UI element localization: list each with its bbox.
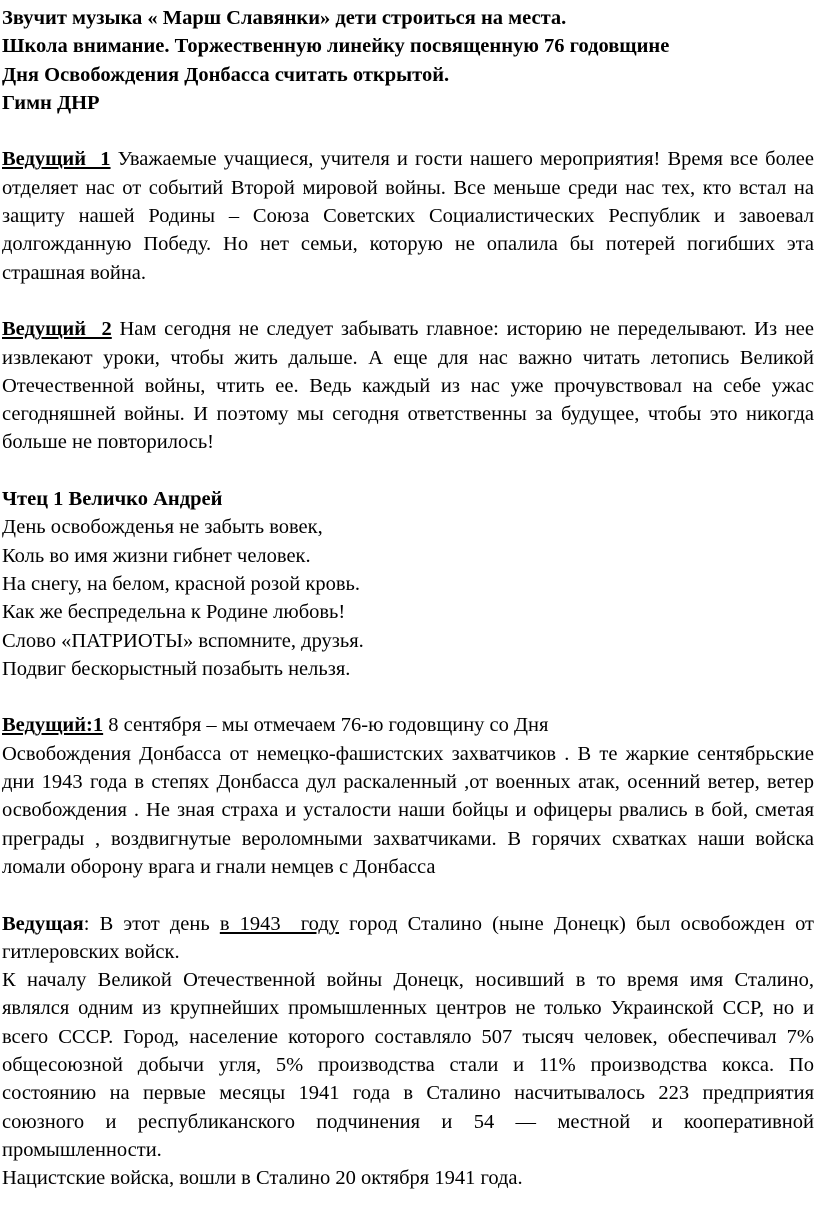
hostess-colon: : bbox=[83, 912, 90, 935]
host1b-line1: 8 сентября – мы отмечаем 76-ю годовщину со Дня bbox=[103, 714, 549, 737]
host1-label: Ведущий 1 bbox=[2, 148, 111, 171]
hostess-label: Ведущая bbox=[2, 912, 84, 935]
poem-line: Слово «ПАТРИОТЫ» вспомните, друзья. bbox=[2, 629, 364, 652]
spacer bbox=[2, 117, 814, 145]
hostess-pre: В этот день bbox=[89, 912, 220, 935]
poem-line: День освобожденья не забыть вовек, bbox=[2, 516, 323, 539]
header-line-3: Дня Освобождения Донбасса считать открытой. bbox=[2, 63, 450, 86]
host1-text: Уважаемые учащиеся, учителя и гости нашего мероприятия! Время все более отделяет нас от событий Второй мировой войны. Все меньше среди нас тех, кто встал на защиту нашей Родины – Союза Советских Социалистических Республик и завоевал долгожданную Победу. Но нет семьи, которую не опалила бы потерей погибших эта страшная война. bbox=[2, 148, 814, 284]
host2-label: Ведущий 2 bbox=[2, 318, 112, 341]
host1b-label: Ведущий:1 bbox=[2, 714, 104, 737]
host1b-text: Освобождения Донбасса от немецко-фашистских захватчиков . В те жаркие сентябрьские дни 1943 года в степях Донбасса дул раскаленный ,от военных атак, осенний ветер, ветер освобождения . Не зная страха и усталости наши бойцы и офицеры рвались в бой, сметая преграды , воздвигнутые вероломными захватчиками. В горячих схватках наши войска ломали оборону врага и гнали немцев с Донбасса bbox=[2, 742, 814, 878]
poem-line: На снегу, на белом, красной розой кровь. bbox=[2, 572, 360, 595]
hostess-post: город Сталино (ныне Донецк) был освобожден от гитлеровских войск. bbox=[2, 912, 815, 963]
header-line-2: Школа внимание. Торжественную линейку посвященную 76 годовщине bbox=[2, 35, 670, 58]
host1-paragraph bbox=[2, 145, 814, 286]
hostess-paragraph bbox=[2, 910, 814, 967]
poem-line: Подвиг бескорыстный позабыть нельзя. bbox=[2, 657, 351, 680]
header-line-4: Гимн ДНР bbox=[2, 91, 100, 114]
stalino-paragraph: К началу Великой Отечественной войны Донецк, носивший в то время имя Сталино, являлся одним из крупнейших промышленных центров не только Украинской ССР, но и всего СССР. Город, население которого составляло 507 тысяч человек, обеспечивал 7% общесоюзной добычи угля, 5% производства стали и 11% производства кокса. По состоянию на первые месяцы 1941 года в Сталино насчитывалось 223 предприятия союзного и республиканского подчинения и 54 — местной и кооперативной промышленности. bbox=[2, 969, 814, 1161]
host2-paragraph bbox=[2, 315, 814, 456]
spacer bbox=[2, 881, 814, 909]
spacer bbox=[2, 287, 814, 315]
poem-line: Как же беспредельна к Родине любовь! bbox=[2, 601, 346, 624]
host2-text: Нам сегодня не следует забывать главное: историю не переделывают. Из нее извлекают уроки, чтобы жить дальше. А еще для нас важно читать летопись Великой Отечественной войны, чтить ее. Ведь каждый из нас уже прочувствовал на себе ужас сегодняшней войны. И поэтому мы сегодня ответственны за будущее, чтобы это никогда больше не повторилось! bbox=[2, 318, 814, 454]
header-line-1: Звучит музыка « Марш Славянки» дети строиться на места. bbox=[2, 7, 567, 29]
spacer bbox=[2, 457, 814, 485]
occupation-paragraph: Нацистские войска, вошли в Сталино 20 октября 1941 года. bbox=[2, 1167, 523, 1190]
spacer bbox=[2, 683, 814, 711]
reader-heading: Чтец 1 Величко Андрей bbox=[2, 488, 223, 511]
hostess-date: в 1943 году bbox=[219, 912, 340, 935]
poem-line: Коль во имя жизни гибнет человек. bbox=[2, 544, 311, 567]
host1b-first-line bbox=[2, 711, 814, 739]
